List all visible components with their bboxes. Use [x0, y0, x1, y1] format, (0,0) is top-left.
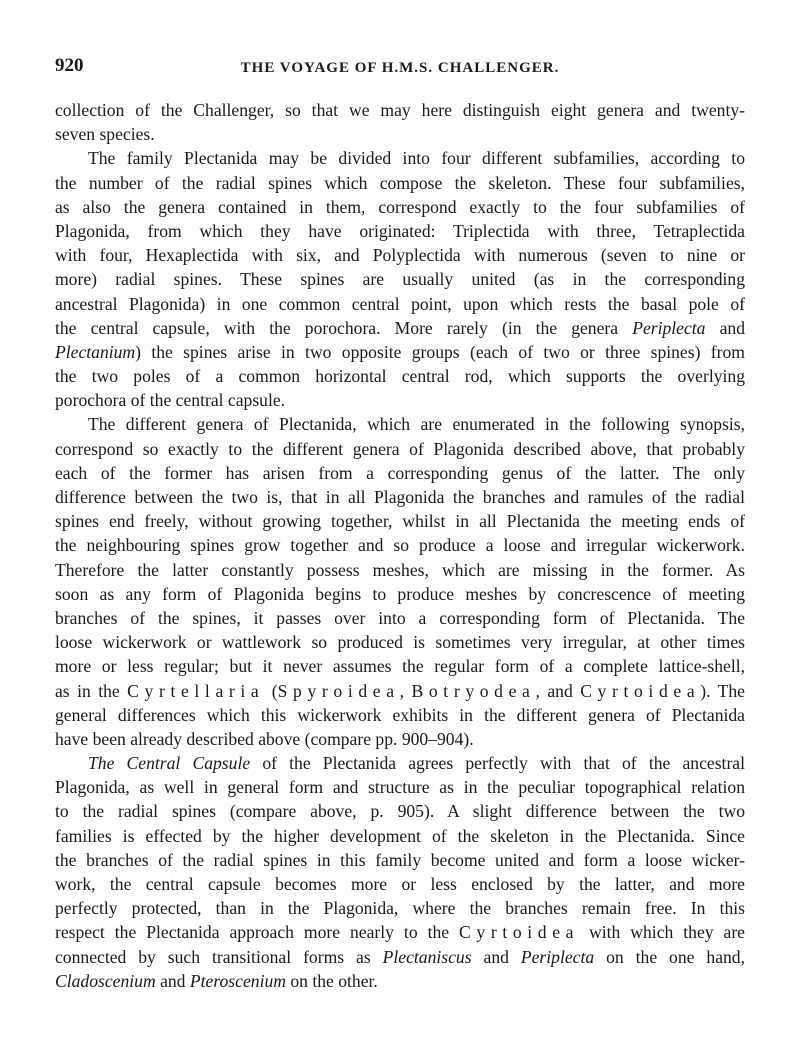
- text-line: [55, 485, 745, 509]
- spaced-text: Cyrtoidea: [459, 922, 580, 943]
- text-span: to the radial spines (compare above, p. 905). A slight difference between the two: [55, 801, 745, 822]
- text-span: with four, Hexaplectida with six, and Polyplectida with numerous (seven to nine or: [55, 245, 745, 266]
- text-span: on the other.: [285, 970, 378, 991]
- text-span: as in the: [55, 680, 128, 701]
- text-line: [55, 171, 745, 195]
- text-span: as also the genera contained in them, correspond exactly to the four subfamilies of: [55, 196, 745, 217]
- text-line: [55, 219, 745, 243]
- text-line: [55, 146, 745, 170]
- text-span: branches of the spines, it passes over into a corresponding form of Plectanida. The: [55, 607, 745, 628]
- text-line: [55, 340, 745, 364]
- text-line: [55, 122, 745, 146]
- text-line: [55, 751, 745, 775]
- spaced-text: Botryodea: [411, 680, 536, 701]
- text-span: work, the central capsule becomes more or less enclosed by the latter, and more: [55, 874, 745, 894]
- text-line: [55, 364, 745, 388]
- text-span: seven species.: [55, 124, 155, 145]
- text-line: [55, 654, 745, 678]
- text-span: the number of the radial spines which compose the skeleton. These four subfamilies,: [55, 172, 745, 193]
- italic-text: Pteroscenium: [189, 970, 286, 991]
- spaced-text: Cyrtoidea: [580, 680, 701, 701]
- text-line: [55, 267, 745, 291]
- spaced-text: Cyrtellaria: [127, 680, 265, 701]
- text-line: [55, 412, 745, 436]
- text-span: Plagonida, as well in general form and structure as in the peculiar topographical relation: [55, 777, 745, 798]
- text-span: connected by such transitional forms as: [55, 946, 383, 967]
- text-span: Plagonida, from which they have originated: Triplectida with three, Tetraplectida: [55, 220, 745, 241]
- text-span: the central capsule, with the porochora. More rarely (in the genera: [55, 317, 633, 338]
- text-line: [55, 292, 745, 316]
- text-span: difference between the two is, that in all Plagonida the branches and ramules of the radial: [55, 487, 745, 507]
- text-span: families is effected by the higher development of the skeleton in the Plectanida. Since: [55, 825, 745, 846]
- text-span: of the Plectanida agrees perfectly with that of the ancestral: [250, 753, 745, 774]
- text-span: more or less regular; but it never assumes the regular form of a complete lattice-shell,: [55, 656, 745, 677]
- text-span: and: [471, 946, 521, 967]
- text-line: [55, 316, 745, 340]
- text-span: on the one hand,: [594, 946, 745, 967]
- italic-text: Periplecta: [520, 946, 595, 967]
- text-span: general differences which this wickerwork exhibits in the different genera of Plectanida: [55, 704, 745, 725]
- italic-text: Cladoscenium: [55, 970, 156, 991]
- text-line: [55, 388, 745, 412]
- text-span: The different genera of Plectanida, which are enumerated in the following synopsis,: [88, 414, 745, 435]
- text-span: porochora of the central capsule.: [55, 390, 286, 411]
- text-span: ,: [399, 680, 412, 701]
- text-span: soon as any form of Plagonida begins to produce meshes by concrescence of meeting: [55, 583, 745, 604]
- text-span: spines end freely, without growing together, whilst in all Plectanida the meeting ends of: [55, 511, 745, 532]
- text-line: [55, 703, 745, 727]
- text-line: [55, 606, 745, 630]
- text-line: [55, 848, 745, 872]
- text-line: [55, 799, 745, 823]
- text-span: ). The: [700, 680, 745, 701]
- text-line: [55, 775, 745, 799]
- text-line: [55, 98, 745, 122]
- text-line: [55, 461, 745, 485]
- text-line: [55, 509, 745, 533]
- italic-text: Plectanium: [55, 341, 136, 362]
- text-line: [55, 243, 745, 267]
- italic-text: Plectaniscus: [382, 946, 472, 967]
- text-span: the neighbouring spines grow together and so produce a loose and irregular wickerwork.: [55, 535, 745, 556]
- text-line: [55, 679, 745, 703]
- text-span: loose wickerwork or wattlework so produced is sometimes very irregular, at other times: [55, 632, 745, 653]
- text-line: [55, 582, 745, 606]
- text-span: with which they are: [579, 922, 745, 943]
- text-span: each of the former has arisen from a corresponding genus of the latter. The only: [55, 462, 745, 483]
- running-title: THE VOYAGE OF H.M.S. CHALLENGER.: [240, 60, 560, 76]
- text-line: [55, 533, 745, 557]
- text-span: have been already described above (compare pp. 900–904).: [55, 728, 474, 749]
- italic-text: Periplecta: [632, 317, 706, 338]
- text-span: ) the spines arise in two opposite groups (each of two or three spines) from: [135, 341, 745, 362]
- text-span: , and: [535, 680, 581, 701]
- text-span: (: [264, 680, 278, 701]
- text-line: [55, 920, 745, 944]
- text-span: more) radial spines. These spines are usually united (as in the corresponding: [55, 269, 745, 290]
- text-line: [55, 558, 745, 582]
- text-line: [55, 437, 745, 461]
- italic-text: The Central Capsule: [88, 753, 251, 774]
- page-number: 920: [55, 55, 84, 76]
- text-line: [55, 872, 745, 896]
- text-line: [55, 969, 745, 993]
- text-line: [55, 727, 745, 751]
- text-span: perfectly protected, than in the Plagonida, where the branches remain free. In this: [55, 898, 745, 919]
- text-line: [55, 824, 745, 848]
- text-span: correspond so exactly to the different genera of Plagonida described above, that probably: [55, 438, 745, 459]
- text-span: and: [705, 317, 745, 338]
- text-span: Therefore the latter constantly possess meshes, which are missing in the former. As: [55, 559, 745, 580]
- text-span: The family Plectanida may be divided into four different subfamilies, according to: [88, 148, 745, 169]
- text-span: and: [155, 970, 190, 991]
- body-text: [55, 98, 745, 993]
- spaced-text: Spyroidea: [277, 680, 400, 701]
- text-line: [55, 945, 745, 969]
- text-line: [55, 195, 745, 219]
- text-span: respect the Plectanida approach more nearly to the: [55, 922, 460, 943]
- text-span: the two poles of a common horizontal central rod, which supports the overlying: [55, 366, 745, 387]
- text-span: the branches of the radial spines in this family become united and form a loose wicker-: [55, 849, 745, 870]
- text-line: [55, 630, 745, 654]
- text-span: collection of the Challenger, so that we may here distinguish eight genera and twenty-: [55, 100, 745, 120]
- text-span: ancestral Plagonida) in one common central point, upon which rests the basal pole of: [55, 293, 745, 314]
- text-line: [55, 896, 745, 920]
